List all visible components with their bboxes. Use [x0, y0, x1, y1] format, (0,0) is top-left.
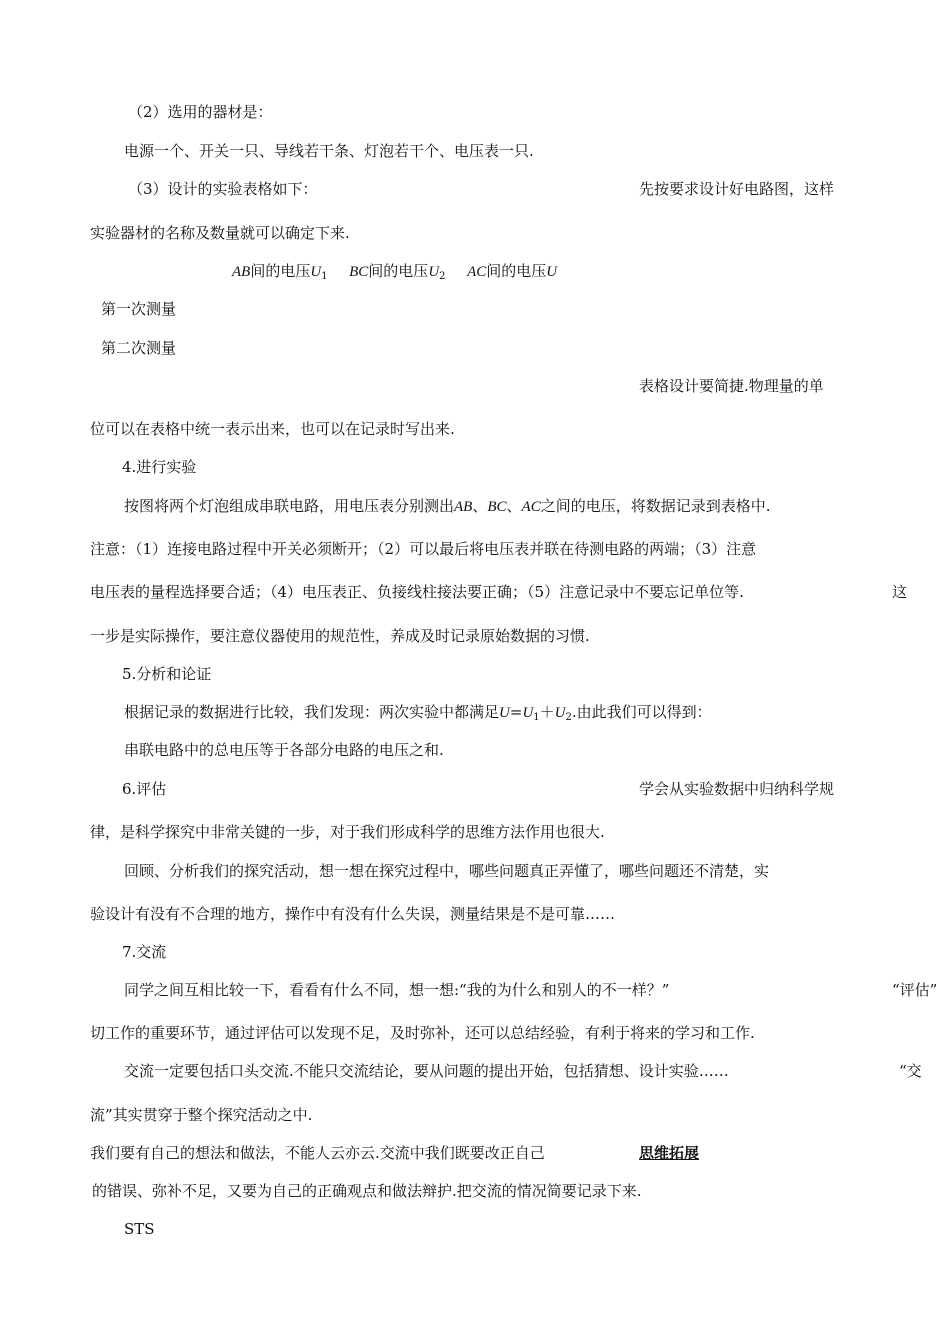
var-u: U [499, 705, 510, 721]
table-col2-var: BC [349, 264, 369, 280]
var-u1: U [522, 705, 534, 721]
table-col1-text: 间的电压 [250, 262, 311, 280]
section-heading-sts: STS [124, 1220, 155, 1238]
table-col1-sub: 1 [321, 271, 328, 282]
var-ab: AB [454, 499, 473, 515]
conclusion: 串联电路中的总电压等于各部分电路的电压之和. [124, 741, 444, 759]
table-row-label: 第一次测量 [101, 300, 177, 318]
table-col1-sym: U [310, 264, 322, 280]
section-heading: 5.分析和论证 [122, 665, 212, 683]
body-line: 验设计有没有不合理的地方，操作中有没有什么失误，测量结果是不是可靠…… [90, 905, 616, 923]
body-line: 位可以在表格中统一表示出来，也可以在记录时写出来. [90, 420, 455, 438]
body-line: 我们要有自己的想法和做法，不能人云亦云.交流中我们既要改正自己 [90, 1144, 545, 1162]
side-note-6: “交 [899, 1062, 922, 1080]
var-u2: U [554, 705, 566, 721]
table-col3-var: AC [467, 264, 487, 280]
equipment-list: 电源一个、开关一只、导线若干条、灯泡若干个、电压表一只. [124, 142, 534, 160]
body-line: 流”其实贯穿于整个探究活动之中. [90, 1106, 313, 1124]
section-heading: 7.交流 [122, 943, 167, 961]
table-col2-sym: U [428, 264, 440, 280]
text-span: 之间的电压，将数据记录到表格中. [540, 497, 771, 515]
table-col3-sym: U [546, 264, 558, 280]
section-heading: 4.进行实验 [122, 458, 197, 476]
equipment-heading: （2）选用的器材是： [128, 103, 273, 121]
body-line: 电压表的量程选择要合适；（4）电压表正、负接线柱接法要正确；（5）注意记录中不要忘记单位等. [90, 583, 744, 601]
var-ac: AC [521, 499, 541, 515]
text-span: 按图将两个灯泡组成串联电路，用电压表分别测出 [124, 497, 455, 515]
body-line [124, 702, 712, 728]
var-bc: BC [487, 499, 507, 515]
table-col2-text: 间的电压 [368, 262, 429, 280]
body-line: 注意：（1）连接电路过程中开关必须断开；（2）可以最后将电压表并联在待测电路的两端；（3）注意 [90, 540, 757, 558]
sub-2: 2 [565, 712, 572, 723]
body-line: 一步是实际操作，要注意仪器使用的规范性，养成及时记录原始数据的习惯. [90, 627, 590, 645]
table-row-label: 第二次测量 [101, 339, 177, 357]
section-heading: 6.评估 [122, 780, 167, 798]
side-note-3: 这 [892, 583, 908, 601]
table-col3-text: 间的电压 [486, 262, 547, 280]
table-design-heading: （3）设计的实验表格如下： [128, 180, 318, 198]
separator: 、 [506, 497, 522, 515]
equals: = [509, 703, 523, 721]
table-col2-sub: 2 [439, 271, 446, 282]
text-span: 根据记录的数据进行比较，我们发现：两次实验中都满足 [124, 703, 500, 721]
text-span: .由此我们可以得到： [571, 703, 712, 721]
plus: ＋ [539, 703, 555, 721]
table-col1-var: AB [232, 264, 251, 280]
body-line: 回顾、分析我们的探究活动，想一想在探究过程中，哪些问题真正弄懂了，哪些问题还不清楚，实 [124, 862, 770, 880]
separator: 、 [472, 497, 488, 515]
body-line [124, 496, 771, 517]
body-line: 交流一定要包括口头交流.不能只交流结论，要从问题的提出开始，包括猜想、设计实验…… [124, 1062, 729, 1080]
body-line: 律，是科学探究中非常关键的一步，对于我们形成科学的思维方法作用也很大. [90, 823, 605, 841]
side-title-thinking-extension: 思维拓展 [639, 1144, 700, 1162]
sub-1: 1 [533, 712, 540, 723]
side-note-5: “评估” [892, 981, 938, 999]
side-note-2: 表格设计要简捷.物理量的单 [639, 377, 824, 395]
side-note-4: 学会从实验数据中归纳科学规 [639, 780, 835, 798]
body-line: 的错误、弥补不足，又要为自己的正确观点和做法辩护.把交流的情况简要记录下来. [92, 1182, 642, 1200]
body-line: 切工作的重要环节，通过评估可以发现不足，及时弥补，还可以总结经验，有利于将来的学习和工作. [90, 1024, 755, 1042]
table-header [232, 261, 557, 287]
side-note-1: 先按要求设计好电路图，这样 [639, 180, 835, 198]
body-line: 同学之间互相比较一下，看看有什么不同，想一想:“我的为什么和别人的不一样？” [124, 981, 670, 999]
body-line: 实验器材的名称及数量就可以确定下来. [90, 224, 350, 242]
